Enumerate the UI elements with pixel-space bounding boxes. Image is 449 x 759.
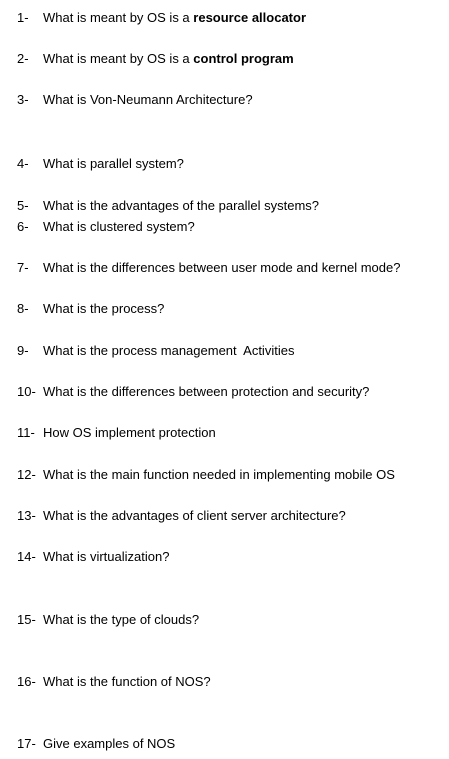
question-10 [17, 384, 445, 400]
question-text: What is the process management Activities [43, 343, 295, 358]
question-bold-text: control program [193, 51, 294, 66]
question-text: What is virtualization? [43, 549, 170, 564]
question-number: 15- [17, 612, 36, 627]
question-number: 11- [17, 425, 35, 440]
question-number: 7- [17, 260, 29, 275]
question-number: 9- [17, 343, 29, 358]
question-16 [17, 674, 445, 690]
question-text: What is the differences between protection and security? [43, 384, 370, 399]
question-1 [17, 10, 445, 26]
question-text: What is the process? [43, 301, 165, 316]
question-number: 10- [17, 384, 36, 399]
question-number: 8- [17, 301, 29, 316]
question-text: Give examples of NOS [43, 736, 176, 751]
question-13 [17, 508, 445, 524]
question-text: What is the advantages of client server architecture? [43, 508, 346, 523]
question-4 [17, 156, 445, 172]
question-text: What is meant by OS is a [43, 10, 194, 25]
question-text: What is the differences between user mode and kernel mode? [43, 260, 401, 275]
question-number: 1- [17, 10, 29, 25]
question-number: 5- [17, 198, 29, 213]
question-text: What is the main function needed in implementing mobile OS [43, 467, 395, 482]
question-number: 2- [17, 51, 29, 66]
question-text: What is the function of NOS? [43, 674, 211, 689]
question-17 [17, 736, 445, 752]
question-text: What is the advantages of the parallel systems? [43, 198, 320, 213]
question-14 [17, 549, 445, 565]
question-text: What is the type of clouds? [43, 612, 200, 627]
question-number: 4- [17, 156, 29, 171]
question-11 [17, 425, 445, 441]
question-7 [17, 260, 445, 276]
question-number: 12- [17, 467, 36, 482]
question-number: 6- [17, 219, 29, 234]
question-number: 14- [17, 549, 36, 564]
question-number: 3- [17, 92, 29, 107]
question-bold-text: resource allocator [193, 10, 306, 25]
question-8 [17, 301, 445, 317]
question-number: 17- [17, 736, 36, 751]
question-text: What is clustered system? [43, 219, 195, 234]
question-2 [17, 51, 445, 67]
question-text: What is parallel system? [43, 156, 184, 171]
question-3 [17, 92, 445, 108]
question-text: How OS implement protection [43, 425, 216, 440]
question-5 [17, 198, 445, 214]
question-15 [17, 612, 445, 628]
question-text: What is meant by OS is a [43, 51, 194, 66]
question-text: What is Von-Neumann Architecture? [43, 92, 253, 107]
question-number: 16- [17, 674, 36, 689]
question-number: 13- [17, 508, 36, 523]
question-12 [17, 467, 445, 483]
question-9 [17, 343, 445, 359]
question-6 [17, 219, 445, 235]
